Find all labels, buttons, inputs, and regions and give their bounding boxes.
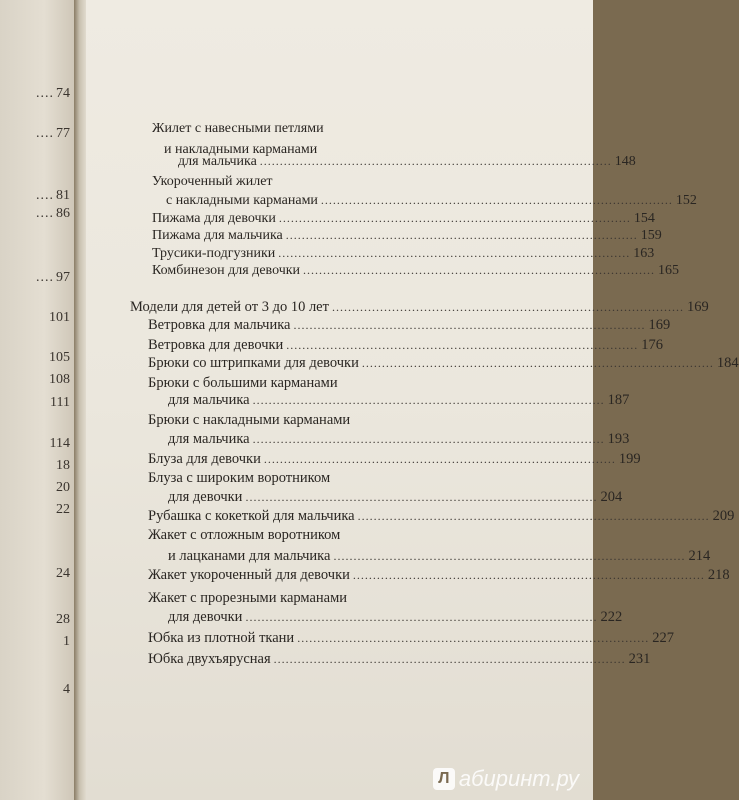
page-number: 74 bbox=[56, 86, 70, 101]
leader-dots: ........................................................................................ bbox=[357, 509, 710, 523]
left-page-number bbox=[56, 502, 70, 518]
toc-entry-page: 214 bbox=[688, 548, 711, 564]
toc-entry-title: Пижама для девочки bbox=[152, 211, 276, 226]
leader-dots: ........................................................................................ bbox=[263, 452, 616, 466]
left-page-number bbox=[36, 188, 70, 204]
toc-entry bbox=[148, 450, 641, 468]
leader-dots: ........................................................................................ bbox=[285, 228, 638, 242]
toc-entry bbox=[148, 354, 739, 372]
toc-entry-title: и лацканами для мальчика bbox=[168, 548, 331, 564]
toc-entry bbox=[152, 261, 680, 280]
toc-entry-title: Жакет укороченный для девочки bbox=[148, 567, 350, 583]
toc-entry-page: 187 bbox=[607, 392, 630, 408]
left-page-number bbox=[49, 310, 70, 326]
toc-entry-title: для мальчика bbox=[168, 431, 250, 447]
toc-entry-page: 193 bbox=[607, 431, 630, 447]
leader-dots: ........................................................................................ bbox=[303, 263, 656, 277]
leader-dots: ........................................................................................ bbox=[320, 193, 673, 207]
toc-entry-title: с накладными карманами bbox=[166, 193, 318, 208]
left-page-number bbox=[50, 436, 70, 452]
toc-entry bbox=[152, 226, 662, 245]
leader-dots: .... bbox=[36, 270, 54, 285]
left-page bbox=[0, 0, 74, 800]
leader-dots: .... bbox=[36, 86, 54, 101]
page-number: 105 bbox=[49, 350, 70, 365]
page-number: 101 bbox=[49, 310, 70, 325]
toc-entry-title: Жакет с отложным воротником bbox=[148, 527, 341, 543]
toc-entry bbox=[168, 608, 623, 626]
left-page-number bbox=[56, 612, 70, 628]
toc-entry-page: 159 bbox=[640, 228, 662, 243]
leader-dots: ........................................................................................ bbox=[259, 154, 612, 168]
toc-entry bbox=[166, 191, 697, 210]
toc-entry-title: Жилет с навесными петлями bbox=[152, 121, 324, 136]
labirint-logo-icon: Л bbox=[433, 768, 455, 790]
leader-dots: ........................................................................................ bbox=[297, 631, 650, 645]
toc-entry bbox=[148, 589, 347, 607]
page-number: 111 bbox=[50, 395, 70, 410]
toc-entry-title: Юбка двухъярусная bbox=[148, 651, 271, 667]
leader-dots: ........................................................................................ bbox=[293, 318, 646, 332]
leader-dots: ........................................................................................ bbox=[278, 211, 631, 225]
left-page-number bbox=[36, 270, 70, 286]
toc-entry-page: 169 bbox=[648, 317, 671, 333]
page-number: 1 bbox=[63, 634, 70, 649]
page-number: 81 bbox=[56, 188, 70, 203]
toc-entry-page: 231 bbox=[628, 651, 651, 667]
toc-entry-page: 222 bbox=[600, 609, 623, 625]
toc-entry-title: Блуза с широким воротником bbox=[148, 470, 331, 486]
toc-entry bbox=[168, 430, 630, 448]
left-page-number bbox=[63, 634, 70, 650]
left-page-number bbox=[49, 372, 70, 388]
leader-dots: ........................................................................................ bbox=[333, 549, 686, 563]
leader-dots: .... bbox=[36, 206, 54, 221]
toc-entry-page: 165 bbox=[658, 263, 680, 278]
toc-entry-title: Ветровка для мальчика bbox=[148, 317, 291, 333]
toc-entry bbox=[148, 316, 671, 334]
toc-entry-title: Брюки с большими карманами bbox=[148, 375, 338, 391]
leader-dots: .... bbox=[36, 126, 54, 141]
toc-entry-page: 209 bbox=[712, 508, 735, 524]
toc-entry bbox=[148, 507, 735, 525]
left-page-number bbox=[36, 86, 70, 102]
toc-entry bbox=[148, 566, 730, 584]
toc-entry bbox=[148, 650, 651, 668]
toc-entry-title: для девочки bbox=[168, 489, 243, 505]
left-page-number bbox=[36, 206, 70, 222]
left-page-number bbox=[36, 126, 70, 142]
leader-dots: ........................................................................................ bbox=[252, 432, 605, 446]
left-page-number bbox=[56, 458, 70, 474]
toc-entry bbox=[168, 547, 711, 565]
toc-entry bbox=[168, 391, 630, 409]
left-page-number bbox=[56, 480, 70, 496]
toc-entry-title: для мальчика bbox=[178, 154, 257, 169]
toc-entry-page: 169 bbox=[686, 299, 709, 315]
leader-dots: ........................................................................................ bbox=[245, 490, 598, 504]
page-number: 108 bbox=[49, 372, 70, 387]
leader-dots: ........................................................................................ bbox=[352, 568, 705, 582]
left-page-number bbox=[50, 395, 70, 411]
page-number: 18 bbox=[56, 458, 70, 473]
toc-entry-page: 204 bbox=[600, 489, 623, 505]
left-page-number bbox=[56, 566, 70, 582]
toc-entry bbox=[148, 469, 330, 487]
toc-entry bbox=[152, 120, 324, 138]
toc-entry-page: 199 bbox=[618, 451, 641, 467]
toc-entry-title: и накладными карманами bbox=[164, 142, 318, 157]
page-number: 77 bbox=[56, 126, 70, 141]
toc-entry-title: Ветровка для девочки bbox=[148, 337, 284, 353]
toc-entry bbox=[178, 152, 636, 171]
page-number: 20 bbox=[56, 480, 70, 495]
leader-dots: .... bbox=[36, 188, 54, 203]
toc-entry-title: Жакет с прорезными карманами bbox=[148, 590, 348, 606]
page-number: 97 bbox=[56, 270, 70, 285]
toc-entry-page: 163 bbox=[633, 246, 655, 261]
leader-dots: ........................................................................................ bbox=[245, 610, 598, 624]
page-number: 86 bbox=[56, 206, 70, 221]
right-page bbox=[86, 0, 739, 800]
page-number: 4 bbox=[63, 682, 70, 697]
leader-dots: ........................................................................................ bbox=[361, 356, 714, 370]
labirint-watermark bbox=[433, 766, 579, 792]
toc-entry-title: для девочки bbox=[168, 609, 243, 625]
toc-entry-page: 152 bbox=[675, 193, 697, 208]
toc-entry-page: 218 bbox=[707, 567, 730, 583]
table-of-contents bbox=[86, 0, 739, 800]
toc-entry-page: 184 bbox=[716, 355, 739, 371]
page-number: 28 bbox=[56, 612, 70, 627]
leader-dots: ........................................................................................ bbox=[278, 246, 631, 260]
toc-entry bbox=[168, 488, 623, 506]
toc-entry-title: Брюки с накладными карманами bbox=[148, 412, 351, 428]
watermark-text: абиринт.ру bbox=[458, 766, 579, 791]
page-number: 24 bbox=[56, 566, 70, 581]
leader-dots: ........................................................................................ bbox=[331, 300, 684, 314]
toc-entry-page: 227 bbox=[652, 630, 674, 646]
toc-entry bbox=[148, 411, 350, 429]
toc-entry-title: Укороченный жилет bbox=[152, 174, 273, 189]
toc-entry bbox=[148, 374, 338, 392]
toc-entry-page: 176 bbox=[641, 337, 664, 353]
toc-entry-title: Модели для детей от 3 до 10 лет bbox=[130, 299, 329, 315]
toc-entry-title: Блуза для девочки bbox=[148, 451, 261, 467]
toc-entry-title: Рубашка с кокеткой для мальчика bbox=[148, 508, 355, 524]
toc-entry bbox=[130, 298, 709, 316]
toc-entry bbox=[152, 173, 273, 191]
toc-entry-title: Пижама для мальчика bbox=[152, 228, 283, 243]
toc-entry bbox=[148, 336, 664, 354]
leader-dots: ........................................................................................ bbox=[252, 393, 605, 407]
toc-entry-title: Юбка из плотной ткани bbox=[148, 630, 295, 646]
toc-entry-title: Комбинезон для девочки bbox=[152, 263, 301, 278]
toc-entry-page: 154 bbox=[633, 211, 655, 226]
toc-entry bbox=[148, 629, 674, 647]
toc-entry-title: Брюки со штрипками для девочки bbox=[148, 355, 359, 371]
toc-entry-title: для мальчика bbox=[168, 392, 250, 408]
page-number: 22 bbox=[56, 502, 70, 517]
page-number: 114 bbox=[49, 436, 70, 451]
leader-dots: ........................................................................................ bbox=[286, 338, 639, 352]
toc-entry-title: Трусики-подгузники bbox=[152, 246, 276, 261]
leader-dots: ........................................................................................ bbox=[273, 652, 626, 666]
left-page-number bbox=[49, 350, 70, 366]
toc-entry bbox=[148, 526, 340, 544]
left-page-number bbox=[63, 682, 70, 698]
toc-entry-page: 148 bbox=[614, 154, 636, 169]
